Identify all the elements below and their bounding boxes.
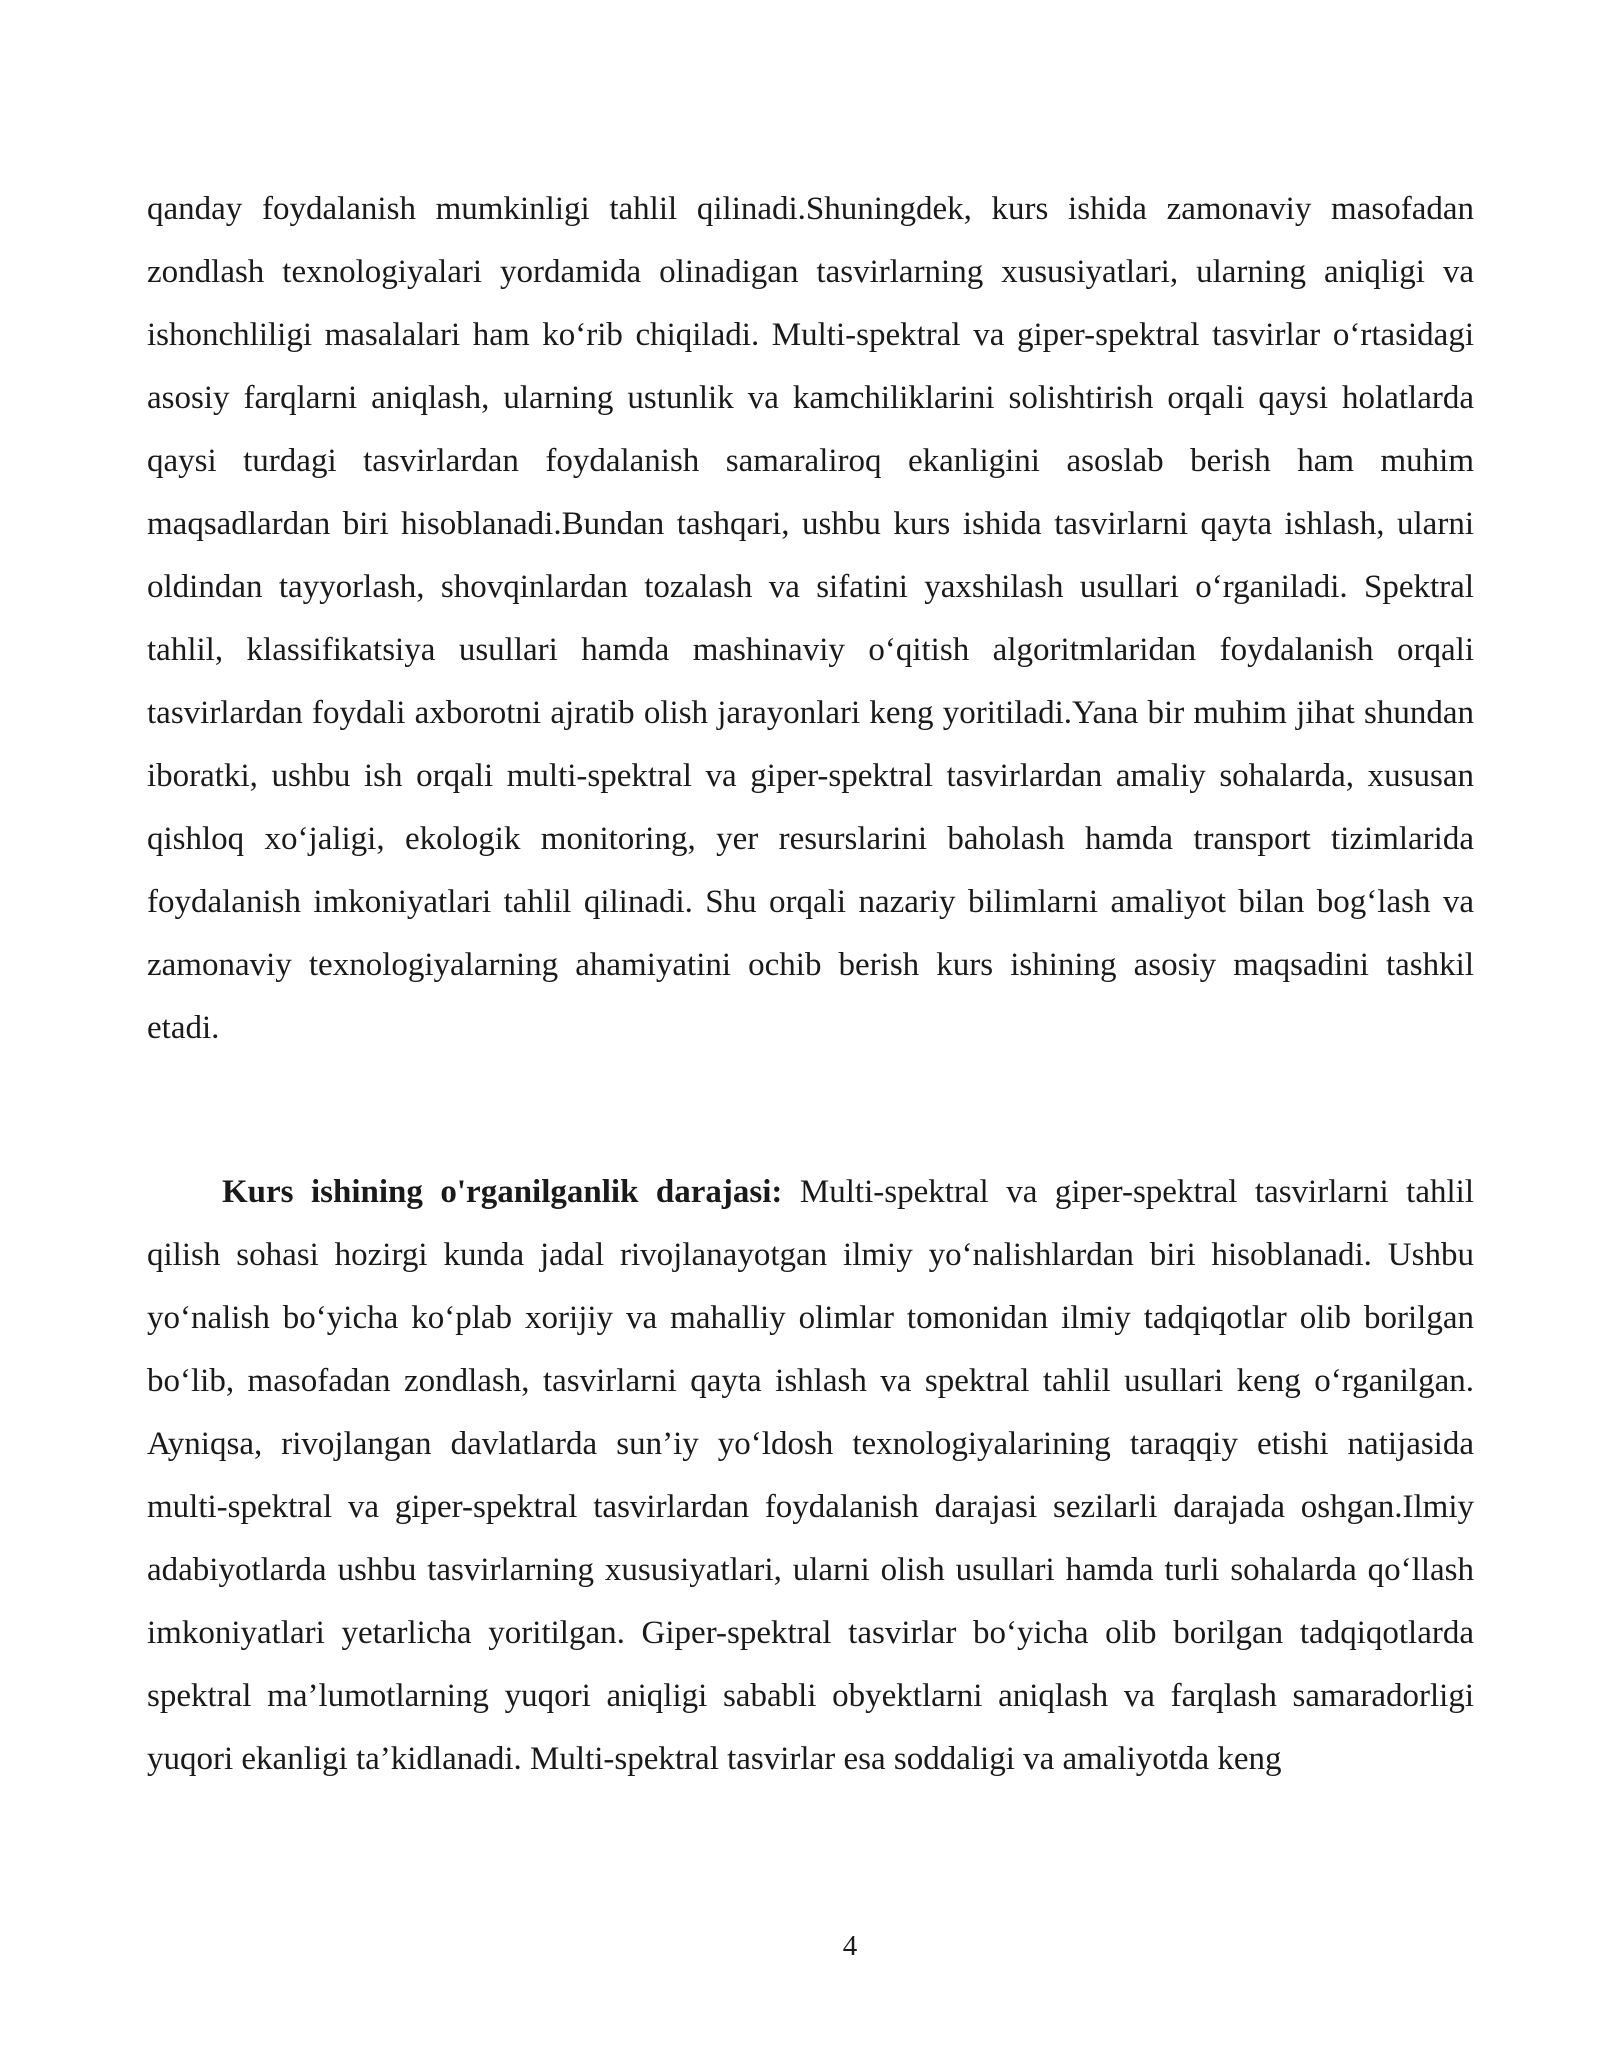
body-paragraph-1: qanday foydalanish mumkinligi tahlil qilinadi.Shuningdek, kurs ishida zamonaviy masofadan zondlash texnologiyalari yordamida olinadigan tasvirlarning xususiyatlari, ularning aniqligi va ishonchliligi masalalari ham ko‘rib chiqiladi. Multi-spektral va giper-spektral tasvirlar o‘rtasidagi asosiy farqlarni aniqlash, ularning ustunlik va kamchiliklarini solishtirish orqali qaysi holatlarda qaysi turdagi tasvirlardan foydalanish samaraliroq ekanligini asoslab berish ham muhim maqsadlardan biri hisoblanadi.Bundan tashqari, ushbu kurs ishida tasvirlarni qayta ishlash, ularni oldindan tayyorlash, shovqinlardan tozalash va sifatini yaxshilash usullari o‘rganiladi. Spektral tahlil, klassifikatsiya usullari hamda mashinaviy o‘qitish algoritmlaridan foydalanish orqali tasvirlardan foydali axborotni ajratib olish jarayonlari keng yoritiladi.Yana bir muhim jihat shundan iboratki, ushbu ish orqali multi-spektral va giper-spektral tasvirlardan amaliy sohalarda, xususan qishloq xo‘jaligi, ekologik monitoring, yer resurslarini baholash hamda transport tizimlarida foydalanish imkoniyatlari tahlil qilinadi. Shu orqali nazariy bilimlarni amaliyot bilan bog‘lash va zamonaviy texnologiyalarning ahamiyatini ochib berish kurs ishining asosiy maqsadini tashkil etadi. [147,191,1474,1046]
body-paragraph-2-text: Multi-spektral va giper-spektral tasvirlarni tahlil qilish sohasi hozirgi kunda jadal rivojlanayotgan ilmiy yo‘nalishlardan biri hisoblanadi. Ushbu yo‘nalish bo‘yicha ko‘plab xorijiy va mahalliy olimlar tomonidan ilmiy tadqiqotlar olib borilgan bo‘lib, masofadan zondlash, tasvirlarni qayta ishlash va spektral tahlil usullari keng o‘rganilgan. Ayniqsa, rivojlangan davlatlarda sun’iy yo‘ldosh texnologiyalarining taraqqiy etishi natijasida multi-spektral va giper-spektral tasvirlardan foydalanish darajasi sezilarli darajada oshgan.Ilmiy adabiyotlarda ushbu tasvirlarning xususiyatlari, ularni olish usullari hamda turli sohalarda qo‘llash imkoniyatlari yetarlicha yoritilgan. Giper-spektral tasvirlar bo‘yicha olib borilgan tadqiqotlarda spektral ma’lumotlarning yuqori aniqligi sababli obyektlarni aniqlash va farqlash samaradorligi yuqori ekanligi ta’kidlanadi. Multi-spektral tasvirlar esa soddaligi va amaliyotda keng [147,1174,1474,1777]
section-heading: Kurs ishining o'rganilganlik darajasi: [222,1174,783,1210]
page-number: 4 [842,1930,858,1962]
body-paragraph-2 [147,1161,1474,1791]
